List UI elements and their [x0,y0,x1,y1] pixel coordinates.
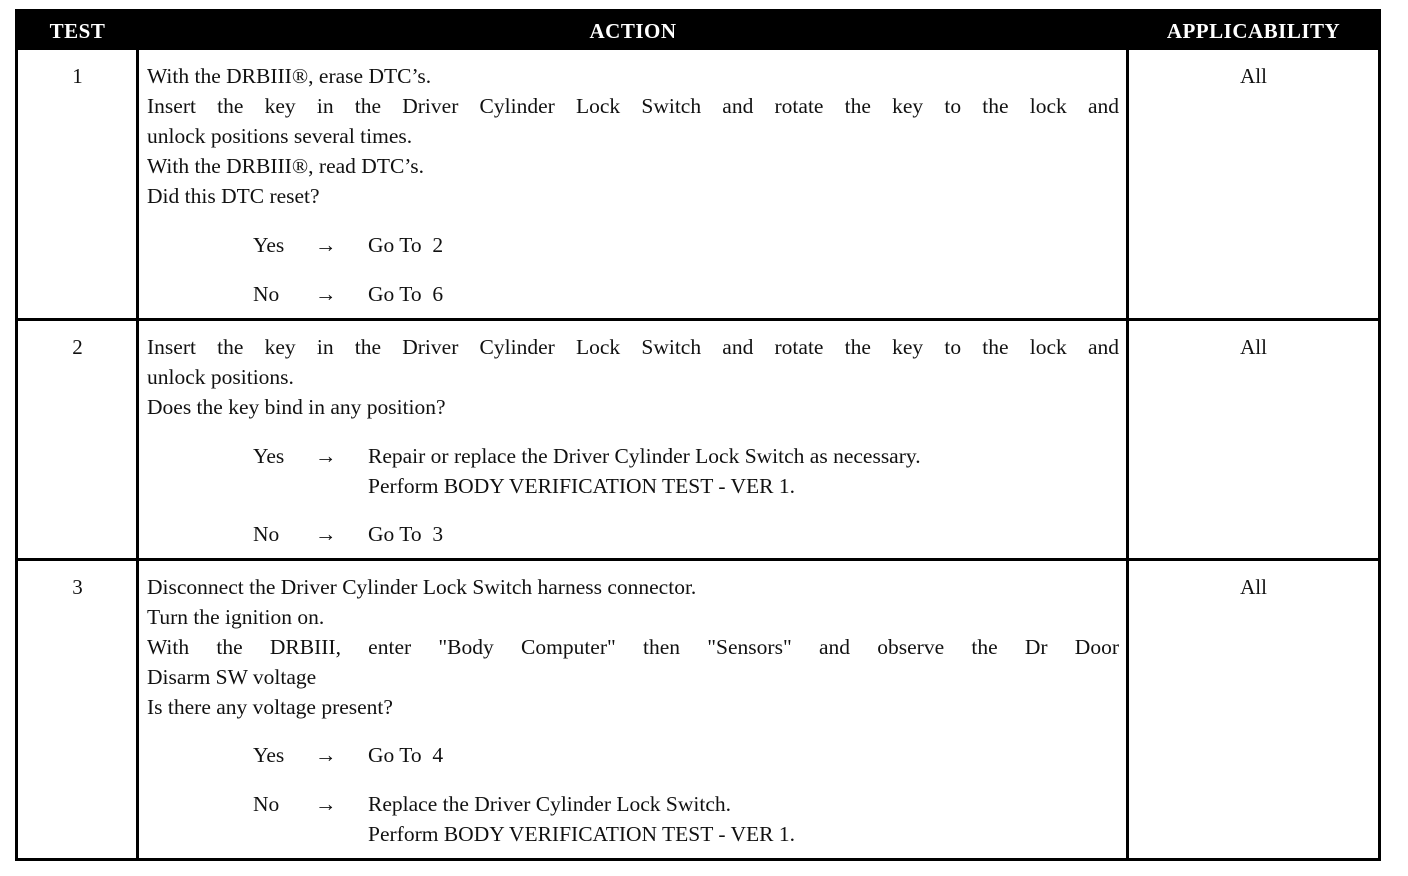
answer-no [253,279,367,309]
answer-key: No [253,522,280,546]
answer-yes [253,230,367,260]
arrow-icon: → [315,522,337,546]
answer-result: Go To 4 [368,743,444,767]
action-question: Is there any voltage present? [147,695,393,719]
answer-result: Replace the Driver Cylinder Lock Switch. [368,792,732,816]
test-number: 2 [72,335,83,359]
action-line: With the DRBIII®, erase DTC’s. [147,64,432,88]
action-line: Insert the key in the Driver Cylinder Lock Switch and rotate the key to the lock and [147,335,1119,359]
answer-result: Go To 3 [368,522,444,546]
answer-key: Yes [253,233,285,257]
applicability-value: All [1240,335,1267,359]
answer-key: Yes [253,444,285,468]
test-number: 3 [72,575,83,599]
header-action: ACTION [589,19,677,43]
table-header [18,12,1378,50]
action-line: Turn the ignition on. [147,605,325,629]
answer-result: Repair or replace the Driver Cylinder Lock Switch as necessary. [368,444,921,468]
answer-key: Yes [253,743,285,767]
answer-key: No [253,282,280,306]
answer-no [253,789,367,819]
action-line: Disarm SW voltage [147,665,317,689]
diagnostic-test-table [15,9,1381,861]
arrow-icon: → [315,743,337,767]
arrow-icon: → [315,444,337,468]
answer-result: Go To 6 [368,282,444,306]
action-line: Insert the key in the Driver Cylinder Lock Switch and rotate the key to the lock and [147,94,1119,118]
header-applicability: APPLICABILITY [1166,19,1341,43]
row-divider [18,558,1378,561]
answer-result: Perform BODY VERIFICATION TEST - VER 1. [368,822,796,846]
answer-key: No [253,792,280,816]
arrow-icon: → [315,282,337,306]
action-line: unlock positions several times. [147,124,413,148]
action-question: Did this DTC reset? [147,184,320,208]
applicability-value: All [1240,64,1267,88]
test-number: 1 [72,64,83,88]
action-line: With the DRBIII, enter "Body Computer" then "Sensors" and observe the Dr Door [147,635,1119,659]
action-line: With the DRBIII®, read DTC’s. [147,154,425,178]
arrow-icon: → [315,233,337,257]
applicability-value: All [1240,575,1267,599]
action-line: unlock positions. [147,365,294,389]
column-divider [1126,50,1129,858]
action-line: Disconnect the Driver Cylinder Lock Switch harness connector. [147,575,697,599]
answer-result: Go To 2 [368,233,444,257]
header-test: TEST [49,19,106,43]
answer-no [253,519,367,549]
column-divider [136,50,139,858]
arrow-icon: → [315,792,337,816]
row-divider [18,318,1378,321]
answer-yes [253,740,367,770]
action-question: Does the key bind in any position? [147,395,446,419]
answer-result: Perform BODY VERIFICATION TEST - VER 1. [368,474,796,498]
answer-yes [253,441,367,471]
